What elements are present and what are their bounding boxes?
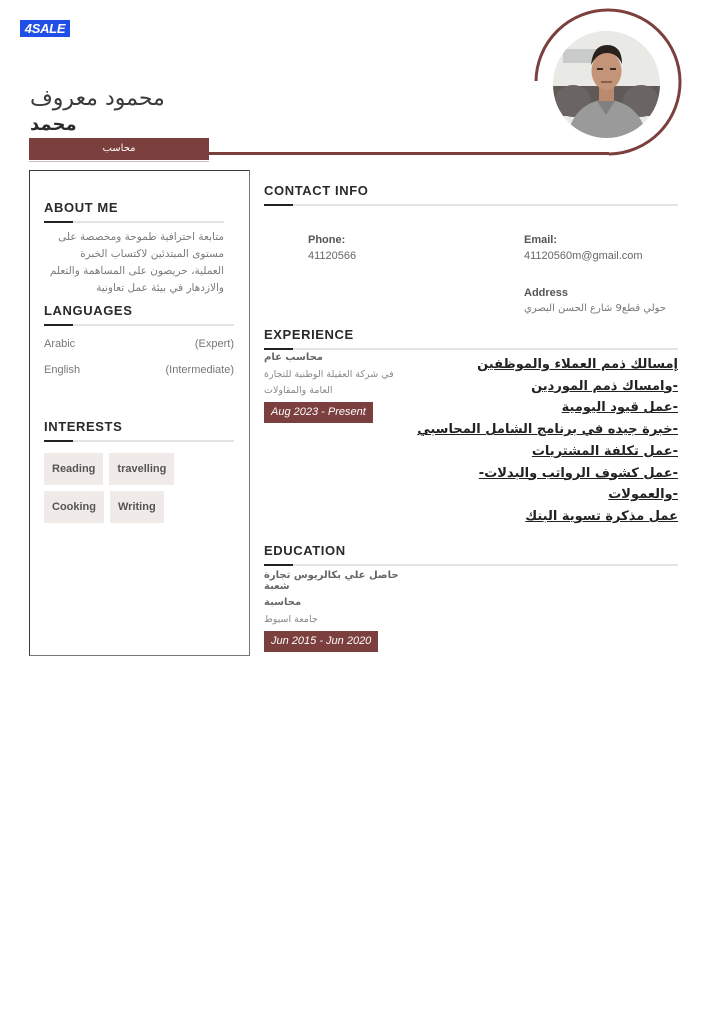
education-date-badge: Jun 2015 - Jun 2020: [264, 631, 378, 652]
experience-title: EXPERIENCE: [264, 327, 354, 342]
contact-section: [264, 183, 678, 316]
experience-duties: [418, 354, 678, 528]
address-label: Address: [524, 287, 569, 299]
interests-title: INTERESTS: [44, 419, 123, 434]
interests-section: [44, 419, 234, 523]
contact-title: CONTACT INFO: [264, 183, 369, 198]
avatar: [553, 31, 660, 138]
watermark-logo: 4SALE: [20, 20, 70, 37]
education-title: EDUCATION: [264, 543, 346, 558]
interest-chip: Writing: [110, 491, 164, 523]
about-rule: [44, 221, 224, 223]
duty-item: -خبرة جيده في برنامج الشامل المحاسبي: [417, 422, 678, 438]
language-name: English: [44, 364, 81, 376]
degree-line1: حاصل علي بكالريوس تجارة شعبة: [264, 570, 399, 592]
duty-item: -وامساك ذمم الموردين: [531, 378, 678, 394]
profile-photo-icon: [553, 31, 660, 138]
degree-line2: محاسبة: [264, 597, 302, 608]
duty-item: -عمل قيود اليومية: [561, 400, 678, 416]
duty-item: -والعمولات: [608, 487, 678, 503]
phone-value: 41120566: [308, 250, 357, 262]
duty-item: عمل مذكرة تسوية البنك: [525, 508, 678, 524]
email-label: Email:: [524, 234, 558, 246]
experience-date-badge: Aug 2023 - Present: [264, 402, 373, 423]
about-section: [44, 200, 224, 297]
school-name: جامعة اسيوط: [264, 614, 318, 625]
languages-section: [44, 303, 234, 383]
duty-item: إمسالك ذمم العملاء والموظفين: [477, 357, 678, 372]
experience-section: [264, 327, 678, 524]
phone-label: Phone:: [308, 234, 346, 246]
duty-item: -عمل تكلفة المشتريات: [531, 443, 678, 459]
full-name-line1: محمود معروف: [30, 86, 165, 111]
duty-item: -عمل كشوف الرواتب والبدلات-: [478, 465, 678, 481]
interest-chip: Reading: [44, 453, 103, 485]
interest-chip: Cooking: [44, 491, 104, 523]
language-row: [44, 357, 234, 383]
email-value[interactable]: 41120560m@gmail.com: [524, 250, 643, 262]
experience-rule: [264, 348, 678, 350]
experience-entry: [264, 352, 414, 423]
email-field: [524, 234, 643, 262]
about-text: متابعة احترافية طموحة ومخصصة على مستوى المبتدئين لاكتساب الخبرة العملية، حريصون على المساهمة والتعلم والازدهار في بيئة عمل تعاونية: [49, 231, 224, 294]
sidebar-panel: [29, 170, 250, 656]
full-name-line2: محمد: [30, 114, 77, 135]
job-title: محاسب عام: [264, 352, 323, 363]
about-title: ABOUT ME: [44, 200, 119, 215]
company-line1: في شركة العقيلة الوطنية للتجارة: [264, 369, 394, 380]
language-row: [44, 331, 234, 357]
job-title-bar: محاسب: [29, 138, 209, 160]
language-level: (Intermediate): [165, 364, 234, 376]
phone-field: [308, 234, 356, 262]
address-field: [524, 287, 666, 314]
title-underline: [29, 161, 209, 162]
language-level: (Expert): [194, 338, 234, 350]
languages-title: LANGUAGES: [44, 303, 133, 318]
language-name: Arabic: [44, 338, 76, 350]
interests-rule: [44, 440, 234, 442]
company-line2: العامة والمقاولات: [264, 385, 333, 396]
education-rule: [264, 564, 678, 566]
address-value: حولي قطع9 شارع الحسن البصري: [524, 303, 667, 314]
languages-rule: [44, 324, 234, 326]
interest-chip: travelling: [109, 453, 174, 485]
education-section: [264, 543, 678, 652]
